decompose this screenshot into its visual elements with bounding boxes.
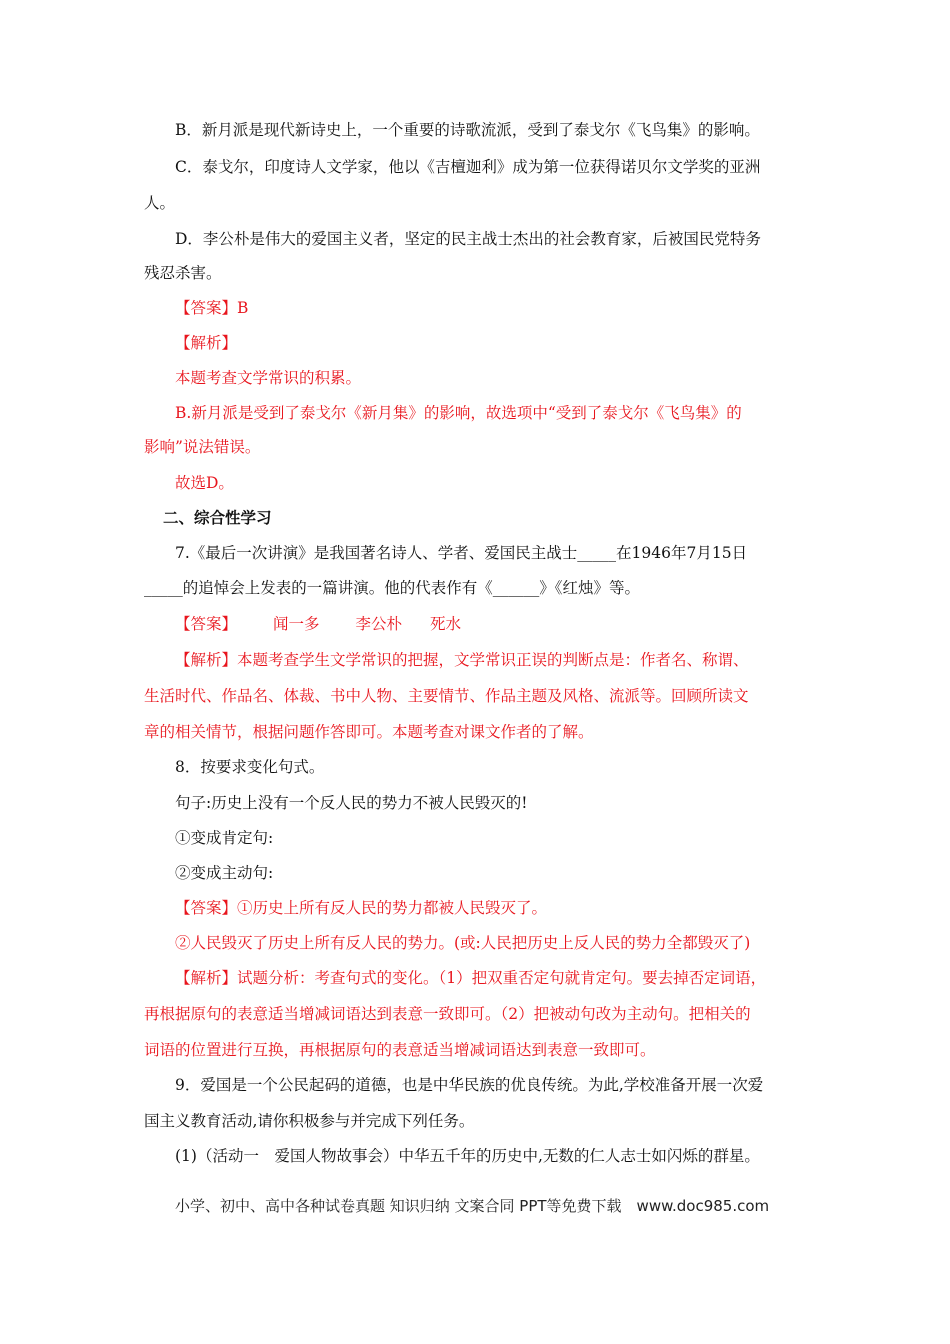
q7-answer-label: 【答案】	[175, 615, 238, 633]
section-title: 二、综合性学习	[163, 509, 272, 527]
q6-analysis-line2: B.新月派是受到了泰戈尔《新月集》的影响，故选项中“受到了泰戈尔《飞鸟集》的	[175, 404, 742, 422]
q7-analysis-line1: 【解析】本题考查学生文学常识的把握，文学常识正误的判断点是：作者名、称谓、	[175, 651, 749, 669]
q6-option-b: B．新月派是现代新诗史上，一个重要的诗歌流派，受到了泰戈尔《飞鸟集》的影响。	[175, 121, 760, 139]
q8-answer-line1: 【答案】①历史上所有反人民的势力都被人民毁灭了。	[175, 899, 548, 917]
q6-analysis-label: 【解析】	[175, 334, 238, 352]
q6-option-c-line2: 人。	[144, 194, 176, 212]
q6-analysis-line1: 本题考查文学常识的积累。	[175, 369, 362, 387]
q8-analysis-line1: 【解析】试题分析：考查句式的变化。（1）把双重否定句就肯定句。要去掉否定词语，	[175, 969, 767, 987]
q6-option-c-line1: C．泰戈尔，印度诗人文学家，他以《吉檀迦利》成为第一位获得诺贝尔文学奖的亚洲	[175, 158, 761, 176]
q9-stem-line1: 9．爱国是一个公民起码的道德，也是中华民族的优良传统。为此,学校准备开展一次爱	[175, 1076, 764, 1094]
q8-task-2: ②变成主动句:	[175, 864, 274, 882]
q7-answer-3: 死水	[430, 615, 462, 633]
q8-stem: 8．按要求变化句式。	[175, 758, 325, 776]
q7-analysis-line3: 章的相关情节，根据问题作答即可。本题考查对课文作者的了解。	[144, 723, 594, 741]
q6-answer: 【答案】B	[175, 299, 249, 317]
q7-stem-line2: _____的追悼会上发表的一篇讲演。他的代表作有《______》《红烛》等。	[144, 579, 641, 597]
q7-answer-1: 闻一多	[273, 615, 320, 633]
q8-sentence: 句子:历史上没有一个反人民的势力不被人民毁灭的!	[175, 794, 528, 812]
q6-analysis-line4: 故选D。	[175, 474, 234, 492]
q7-answer-2: 李公朴	[355, 615, 403, 633]
q8-answer-line2: ②人民毁灭了历史上所有反人民的势力。(或:人民把历史上反人民的势力全都毁灭了)	[175, 934, 751, 952]
q8-analysis-line2: 再根据原句的表意适当增减词语达到表意一致即可。（2）把被动句改为主动句。把相关的	[144, 1005, 751, 1023]
q7-stem-line1: 7.《最后一次讲演》是我国著名诗人、学者、爱国民主战士_____在1946年7月15日	[175, 544, 748, 562]
q8-task-1: ①变成肯定句:	[175, 829, 274, 847]
q9-activity-1: (1)（活动一 爱国人物故事会）中华五千年的历史中,无数的仁人志士如闪烁的群星。	[175, 1147, 760, 1165]
q6-analysis-line3: 影响”说法错误。	[144, 438, 261, 456]
q6-option-d-line2: 残忍杀害。	[144, 264, 222, 282]
q6-option-d-line1: D．李公朴是伟大的爱国主义者，坚定的民主战士杰出的社会教育家，后被国民党特务	[175, 230, 761, 248]
q7-answer	[175, 614, 461, 634]
q9-stem-line2: 国主义教育活动,请你积极参与并完成下列任务。	[144, 1112, 475, 1130]
page-footer: 小学、初中、高中各种试卷真题 知识归纳 文案合同 PPT等免费下载 www.doc985.com	[175, 1197, 770, 1215]
q8-analysis-line3: 词语的位置进行互换，再根据原句的表意适当增减词语达到表意一致即可。	[144, 1041, 656, 1059]
q7-analysis-line2: 生活时代、作品名、体裁、书中人物、主要情节、作品主题及风格、流派等。回顾所读文	[144, 687, 749, 705]
